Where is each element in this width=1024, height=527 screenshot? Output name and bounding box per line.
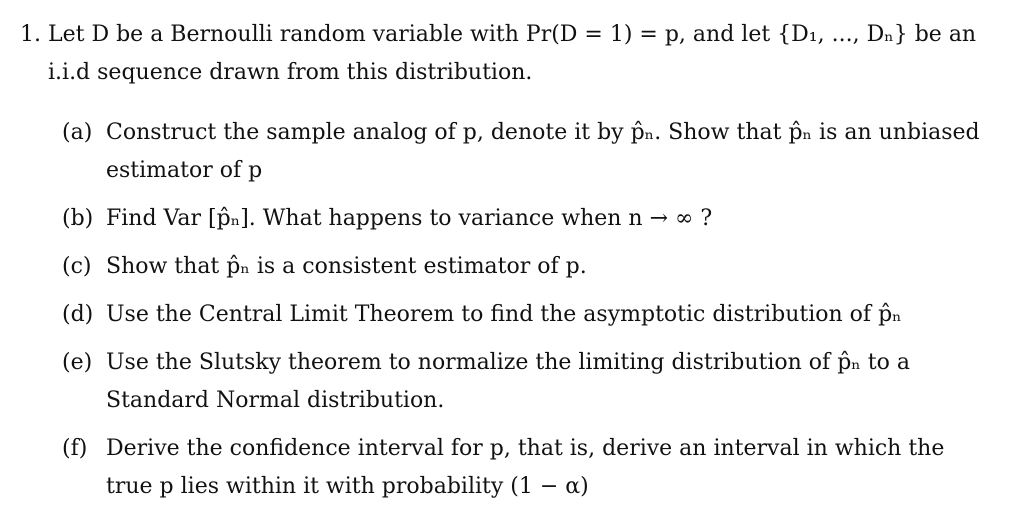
subpart-text: Construct the sample analog of p, denote it by p̂ₙ. Show that p̂ₙ is an unbiased estimator of p: [106, 120, 980, 183]
problem-number: 1.: [20, 22, 41, 47]
problem-statement: [20, 16, 990, 92]
subpart-text: Show that p̂ₙ is a consistent estimator of p.: [106, 254, 587, 279]
subpart-label: (b): [62, 206, 94, 231]
problem-text: Let D be a Bernoulli random variable with Pr(D = 1) = p, and let {D₁, ..., Dₙ} be an i.i.d sequence drawn from this distribution.: [48, 22, 977, 85]
subpart-f: [62, 430, 990, 506]
subpart-b: [62, 200, 990, 238]
subpart-e: [62, 344, 990, 420]
subpart-label: (e): [62, 350, 93, 375]
subpart-text: Find Var [p̂ₙ]. What happens to variance when n → ∞ ?: [106, 206, 713, 231]
subpart-label: (a): [62, 120, 93, 145]
subpart-label: (d): [62, 302, 94, 327]
subpart-list: [62, 114, 990, 506]
problem-1: [20, 16, 990, 516]
subpart-c: [62, 248, 990, 286]
subpart-label: (f): [62, 436, 88, 461]
subpart-label: (c): [62, 254, 92, 279]
subpart-a: [62, 114, 990, 190]
subpart-text: Derive the confidence interval for p, that is, derive an interval in which the true p lies within it with probability (1 − α): [106, 436, 945, 499]
subpart-text: Use the Central Limit Theorem to find the asymptotic distribution of p̂ₙ: [106, 302, 902, 327]
subpart-d: [62, 296, 990, 334]
subpart-text: Use the Slutsky theorem to normalize the limiting distribution of p̂ₙ to a Standard Normal distribution.: [106, 350, 910, 413]
